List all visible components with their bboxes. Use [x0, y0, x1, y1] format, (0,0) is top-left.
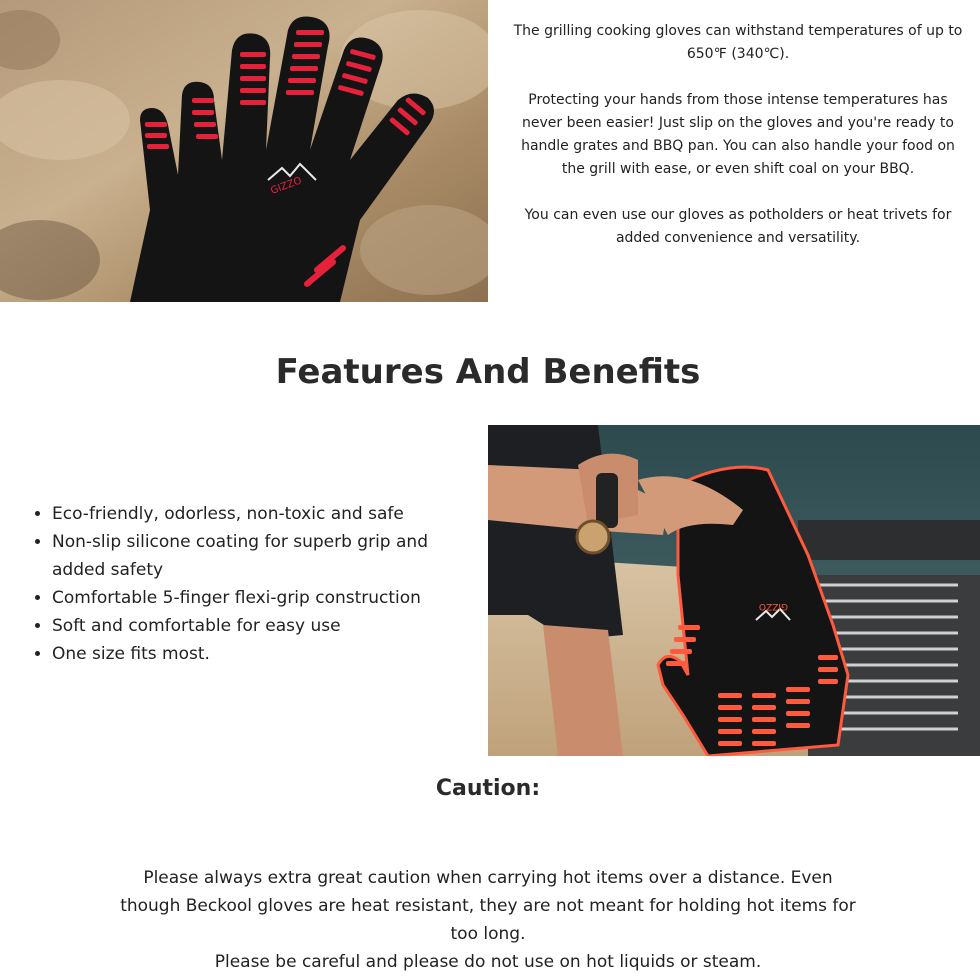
features-list-item: • Non-slip silicone coating for superb grip and added safety [52, 528, 472, 584]
caution-heading: Caution: [435, 776, 541, 801]
caution-paragraph-carry: Please always extra great caution when carrying hot items over a distance. Even though Beckool gloves are heat resistant, they are not meant for holding hot items for too long. [120, 868, 856, 944]
features-list-item: • Eco-friendly, odorless, non-toxic and safe [52, 500, 472, 528]
caution-text-block [120, 864, 856, 976]
intro-text-block [510, 20, 966, 273]
intro-paragraph-temperature: The grilling cooking gloves can withstand temperatures of up to 650℉ (340℃). [513, 23, 963, 62]
intro-paragraph-protection: Protecting your hands from those intense temperatures has never been easier! Just slip on the gloves and you're ready to handle grates and BBQ pan. You can also handle your food on the grill with ease, or even shift coal on your BBQ. [521, 92, 955, 177]
features-heading: Features And Benefits [275, 352, 701, 392]
intro-paragraph-potholder: You can even use our gloves as potholders or heat trivets for added convenience and versatility. [524, 207, 952, 246]
caution-paragraph-liquids: Please be careful and please do not use on hot liquids or steam. [214, 952, 762, 972]
glove-logo-text: GIZZO [269, 175, 304, 197]
glove-on-grill-image [488, 425, 980, 756]
features-list [30, 500, 472, 668]
features-list-item: • Comfortable 5-finger flexi-grip construction [52, 584, 472, 612]
glove-on-rock-image [0, 0, 488, 302]
features-list-item: • One size fits most. [52, 640, 472, 668]
features-list-item: • Soft and comfortable for easy use [52, 612, 472, 640]
glove-logo-text: GIZZO [758, 601, 788, 611]
